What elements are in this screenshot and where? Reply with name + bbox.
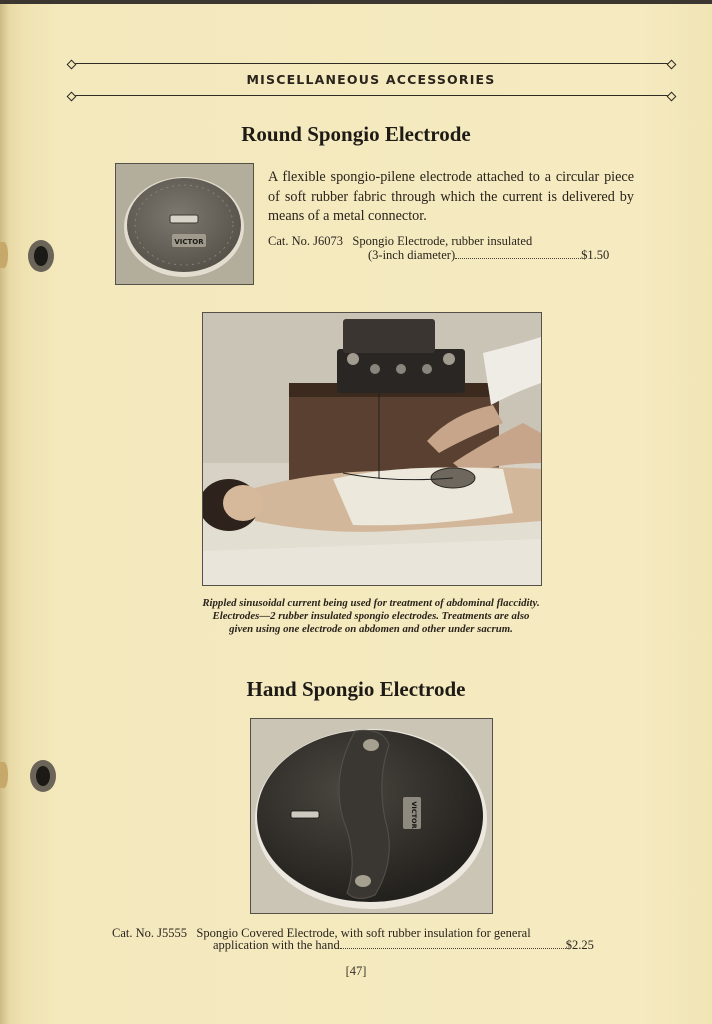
round-catalog-line xyxy=(268,234,532,249)
round-cat-label: Cat. No. J6073 xyxy=(268,234,343,248)
hand-item-line1: Spongio Covered Electrode, with soft rubber insulation for general xyxy=(196,926,531,940)
hand-brand-mark: VICTOR xyxy=(410,801,418,829)
binding-edge-top xyxy=(0,242,8,268)
round-electrode-photo xyxy=(115,163,254,285)
binder-hole-bottom xyxy=(30,760,56,792)
binding-gutter xyxy=(0,4,10,1024)
treatment-photo xyxy=(202,312,542,586)
round-catalog-detail-line xyxy=(368,248,634,263)
header-rule-bottom xyxy=(72,95,670,96)
treatment-photo-caption: Rippled sinusoidal current being used for treatment of abdominal flaccidity. Electrodes—2 rubber insulated spongio electrodes. Treatments are also given using one electrode on abdomen and other under sacrum. xyxy=(202,597,540,635)
round-electrode-illustration xyxy=(116,164,253,284)
page-top-edge xyxy=(0,0,712,4)
round-electrode-description: A flexible spongio-pilene electrode attached to a circular piece of soft rubber fabric through which the current is delivered by means of a metal connector. xyxy=(268,169,634,224)
hand-electrode-photo xyxy=(250,718,493,914)
hand-cat-label: Cat. No. J5555 xyxy=(112,926,187,940)
round-brand-mark: VICTOR xyxy=(174,238,204,246)
hand-price: $2.25 xyxy=(565,938,594,952)
round-electrode-title: Round Spongio Electrode xyxy=(241,122,471,146)
page-number: [47] xyxy=(345,964,367,978)
leader-dots xyxy=(340,947,566,949)
hand-item-line2: application with the hand xyxy=(213,938,340,952)
round-item-detail: (3-inch diameter) xyxy=(368,248,456,262)
binding-edge-bottom xyxy=(0,762,8,788)
hand-electrode-title: Hand Spongio Electrode xyxy=(246,677,466,701)
hand-electrode-illustration xyxy=(251,719,492,913)
leader-dots xyxy=(455,257,581,259)
round-price: $1.50 xyxy=(581,248,610,262)
section-header: MISCELLANEOUS ACCESSORIES xyxy=(246,72,496,87)
round-item-name: Spongio Electrode, rubber insulated xyxy=(352,234,533,248)
binder-hole-top xyxy=(28,240,54,272)
treatment-scene-illustration xyxy=(203,313,541,585)
header-rule-top xyxy=(72,63,670,64)
hand-catalog-line-2 xyxy=(213,938,631,953)
